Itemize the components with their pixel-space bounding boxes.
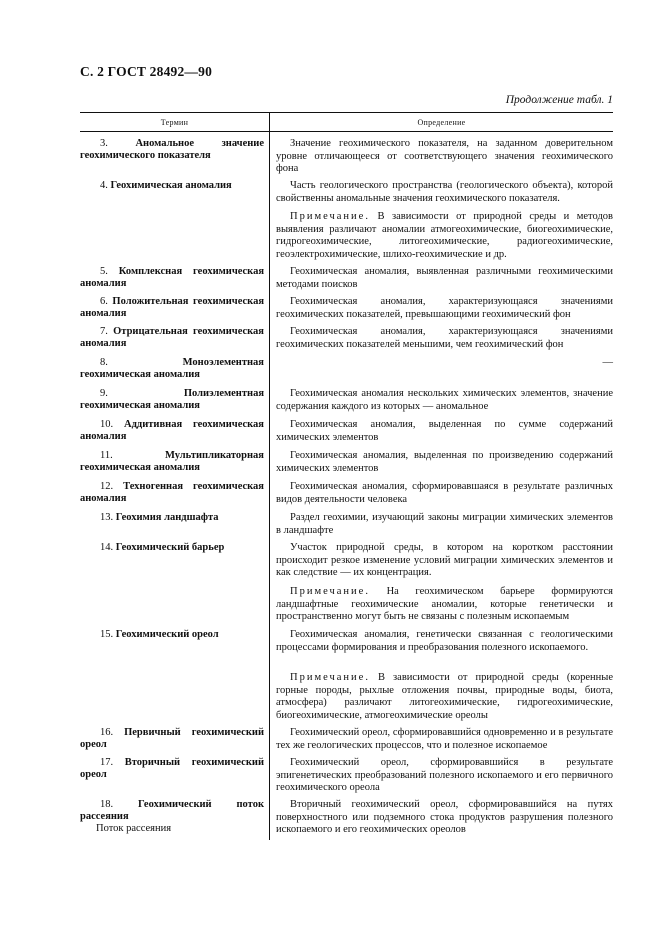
term-name: Комплексная геохимическая аномалия [80,266,265,289]
note-text: В зависимости от природной среды (коренные горные породы, рыхлые отложения почвы, природные воды, биота, атмосфера) различают литогеохимические, гидрогеохимические, биогеохимические, атмогеохимические ореолы [276,672,614,721]
definition-text: Геохимическая аномалия, характеризующаяся значениями геохимических показателей, превышающими геохимический фон [276,296,613,320]
term-cell [80,757,264,781]
definition-text: Геохимическая аномалия, выделенная по сумме содержаний химических элементов [276,419,613,443]
table-top-rule [80,112,613,113]
term-cell [80,388,264,412]
term-number: 6. [100,296,108,307]
definition-text: Геохимическая аномалия, выделенная по произведению содержаний химических элементов [276,450,613,474]
term-name: Вторичный геохимический ореол [80,757,264,780]
term-cell [80,799,264,835]
table-continuation-caption: Продолжение табл. 1 [505,94,613,106]
definition-text: Вторичный геохимический ореол, сформировавшийся на путях поверхностного или подземного стока продуктов разрушения полезного ископаемого и его геохимических ореолов [276,799,613,836]
term-cell [80,542,264,554]
term-name: Первичный геохимический ореол [80,727,264,750]
definition-text: Геохимическая аномалия, выявленная различными геохимическими методами поисков [276,266,613,290]
term-name: Отрицательная геохимическая аномалия [80,326,264,349]
term-number: 14. [100,542,114,553]
term-number: 17. [100,757,114,768]
term-name: Техногенная геохимическая аномалия [80,481,264,504]
term-cell [80,296,264,320]
term-number: 9. [100,388,108,399]
definition-text: Значение геохимического показателя, на заданном доверительном уровне отличающееся от соответствующего значения геохимического фона [276,138,613,175]
term-number: 5. [100,266,108,277]
column-header-definition: Определение [417,118,466,127]
definition-cell [276,138,613,176]
term-name: Геохимический ореол [115,629,219,640]
term-name: Полиэлементная геохимическая аномалия [80,388,264,411]
definition-cell [276,481,613,506]
definition-cell [276,388,613,413]
term-cell [80,180,264,192]
definition-text: Часть геологического пространства (геологического объекта), которой свойственны аномальные значения геохимического показателя. [276,180,613,204]
note-label: Примечание. [290,586,370,597]
definition-cell [276,757,613,795]
term-name: Мультипликаторная геохимическая аномалия [80,450,264,473]
term-number: 4. [100,180,108,191]
definition-text: Геохимический ореол, сформировавшийся одновременно и в результате тех же геологических процессов, что и полезное ископаемое [276,727,613,751]
term-number: 15. [100,629,114,640]
term-name: Геохимическая аномалия [110,180,232,191]
definition-text: Геохимический ореол, сформировавшийся в результате эпигенетических преобразований полезного ископаемого и его первичного геохимического ореола [276,757,613,794]
term-number: 10. [100,419,114,430]
column-divider [269,112,270,840]
term-cell [80,326,264,350]
term-number: 8. [100,357,108,368]
definition-text: Раздел геохимии, изучающий законы миграции химических элементов в ландшафте [276,512,613,536]
term-name: Положительная геохимическая аномалия [80,296,264,319]
note-label: Примечание. [290,211,370,222]
definition-cell [276,266,613,291]
term-number: 18. [100,799,114,810]
table-header-rule [80,131,613,132]
term-cell [80,266,264,290]
definition-text: Геохимическая аномалия, сформировавшаяся в результате различных видов деятельности человека [276,481,613,505]
definition-cell [276,512,613,537]
definition-text: Участок природной среды, в котором на коротком расстоянии происходит резкое изменение условий миграции химических элементов и как следствие — их концентрация. [276,542,613,579]
term-name: Аддитивная геохимическая аномалия [80,419,264,442]
definition-text: Геохимическая аномалия, характеризующаяся значениями геохимических показателей меньшими, чем геохимический фон [276,326,613,350]
term-name: Моноэлементная геохимическая аномалия [80,357,264,380]
definition-cell [276,799,613,837]
term-number: 11. [100,450,113,461]
term-number: 12. [100,481,114,492]
definition-note [276,586,613,624]
definition-cell [276,180,613,205]
definition-text: Геохимическая аномалия нескольких химических элементов, значение содержания каждого из которых — аномальное [276,388,613,412]
definition-cell [276,357,661,370]
definition-cell [276,629,613,654]
term-number: 7. [100,326,108,337]
note-text: На геохимическом барьере формируются ландшафтные геохимические аномалии, которые генетически и пространственно могут быть не связаны с полезным ископаемым [276,586,613,623]
term-name: Геохимический барьер [115,542,225,553]
definition-text: — [602,357,613,368]
definition-text: Геохимическая аномалия, генетически связанная с геологическими процессами формирования и преобразования полезного ископаемого. [276,629,613,653]
term-cell [80,419,264,443]
page-header: С. 2 ГОСТ 28492—90 [80,64,213,79]
definition-cell [276,296,613,321]
term-cell [80,629,264,641]
term-name: Аномальное значение геохимического показателя [80,138,265,161]
term-number: 13. [100,512,114,523]
term-cell [80,727,264,751]
definition-note [276,211,613,261]
term-name: Геохимия ландшафта [115,512,219,523]
term-cell [80,481,264,505]
definition-cell [276,450,613,475]
term-cell [80,450,264,474]
definition-cell [276,727,613,752]
term-cell [80,512,264,524]
definition-note [276,672,613,722]
definition-cell [276,326,613,351]
column-header-term: Термин [160,118,189,127]
definition-cell [276,542,613,580]
term-number: 3. [100,138,108,149]
term-synonym: Поток рассеяния [96,823,172,834]
note-label: Примечание. [290,672,370,683]
term-cell [80,357,264,381]
definition-cell [276,419,613,444]
term-cell [80,138,264,162]
term-name: Геохимический поток рассеяния [80,799,264,822]
term-number: 16. [100,727,114,738]
note-text: В зависимости от природной среды и методов выявления различают аномалии атмогеохимические, биогеохимические, гидрогеохимические, литогеохимические, радиогеохимические, геоэлектрохимические, шлихо-геохимические и др. [276,211,613,260]
